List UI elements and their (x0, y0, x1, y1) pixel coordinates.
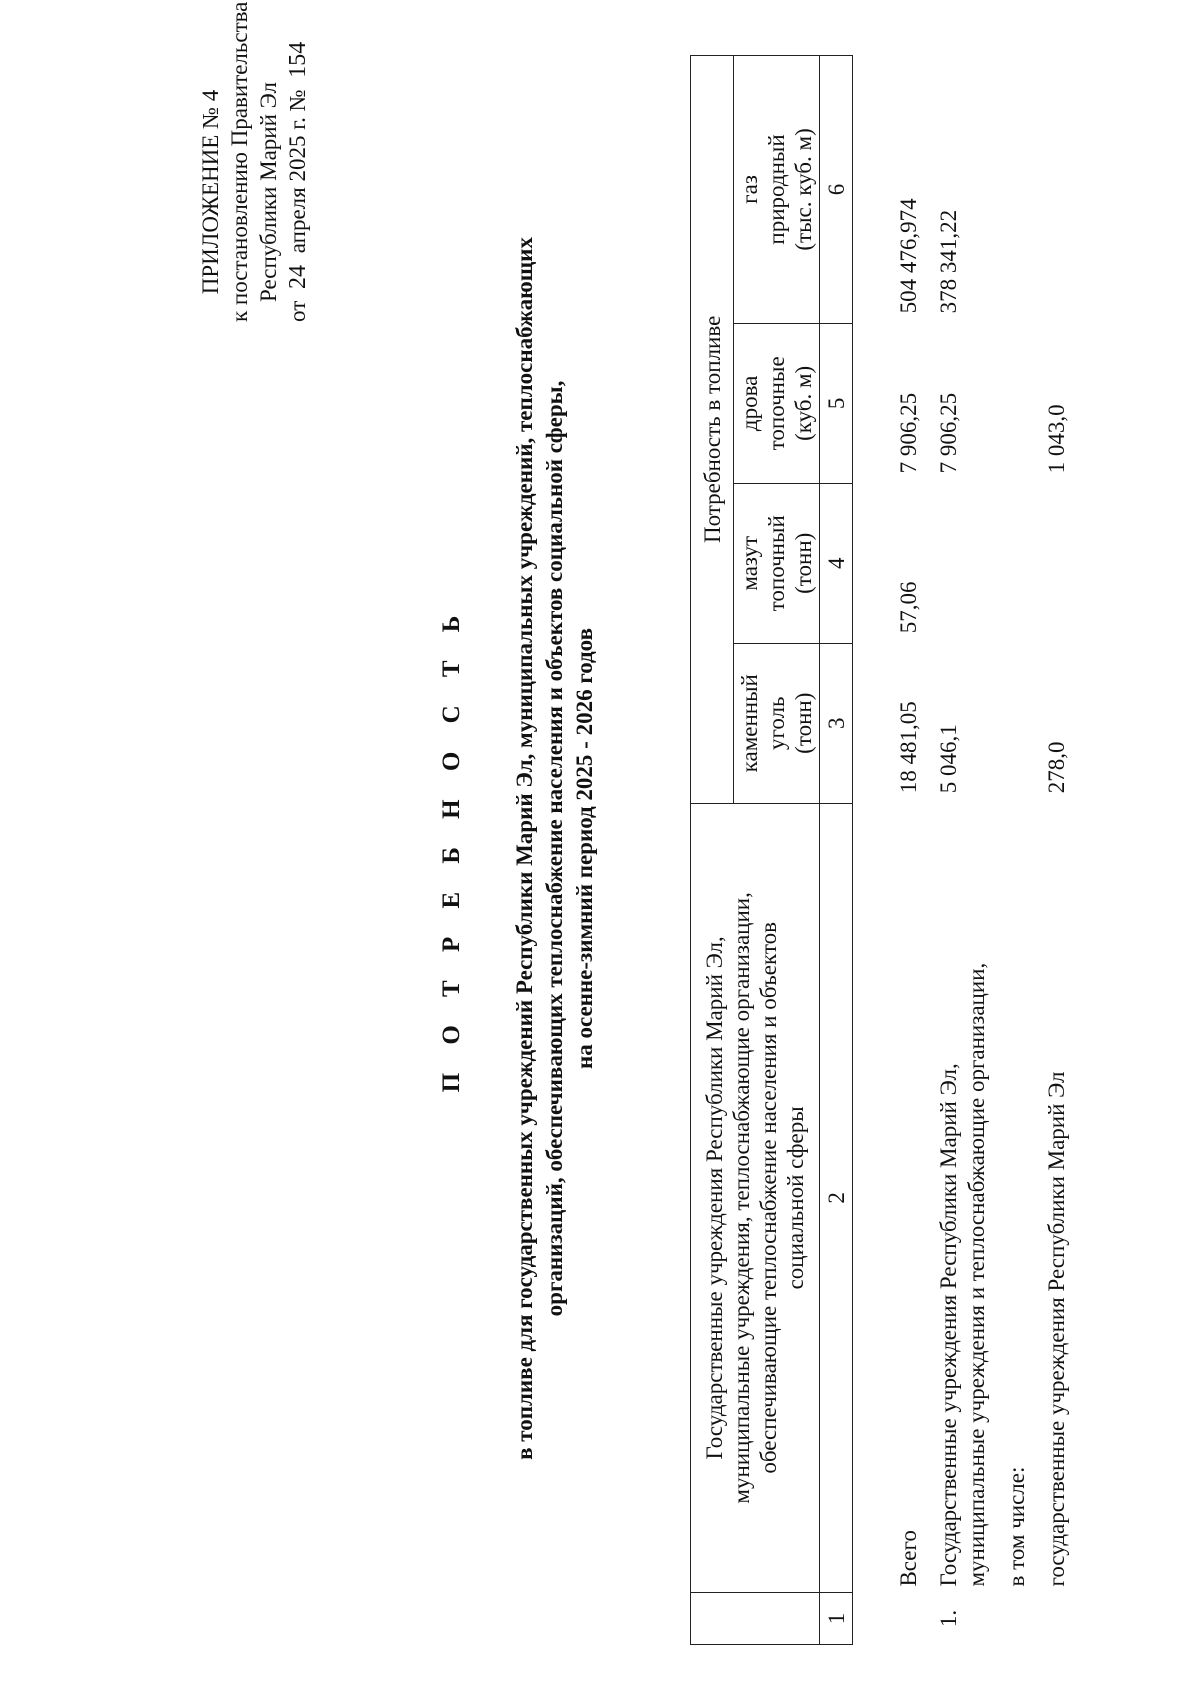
table-row-including (997, 56, 1037, 1645)
column-number-2: 2 (820, 803, 853, 1592)
column-number-3: 3 (820, 643, 853, 803)
row-index: 1. (936, 1609, 961, 1628)
header-wood: дрова топочные (куб. м) (734, 323, 820, 483)
appendix-title: ПРИЛОЖЕНИЕ № 4 (198, 89, 223, 295)
cell-wood: 7 906,25 (896, 392, 921, 474)
row-name: Государственные учреждения Республики Марий Эл, муниципальные учреждения и теплоснабжающие организации, (936, 962, 989, 1587)
row-index (997, 1593, 1037, 1645)
header-col-2: Государственные учреждения Республики Марий Эл, муниципальные учреждения, теплоснабжающие организации, обеспечивающие теплоснабжение населения и объектов социальной сферы (691, 803, 820, 1592)
table-row-total (889, 56, 929, 1645)
cell-coal: 278,0 (1044, 741, 1069, 794)
column-number-5: 5 (820, 323, 853, 483)
cell-wood (997, 323, 1037, 483)
row-index (1037, 1593, 1077, 1645)
subtitle-line-3: на осенне-зимний период 2025 - 2026 годов (572, 627, 597, 1070)
cell-wood: 1 043,0 (1044, 404, 1069, 474)
header-col-1 (691, 1593, 820, 1645)
appendix-resolution: к постановлению Правительства (227, 1, 252, 322)
header-fuel-group: Потребность в топливе (691, 56, 734, 804)
subtitle-line-1: в топливе для государственных учреждений Республики Марий Эл, муниципальных учреждений, теплоснабжающих (512, 237, 537, 1460)
table-row-state-institutions (1037, 56, 1077, 1645)
cell-fuel-oil (929, 483, 997, 643)
cell-fuel-oil (1037, 483, 1077, 643)
cell-fuel-oil (997, 483, 1037, 643)
cell-coal (997, 643, 1037, 803)
header-coal: каменный уголь (тонн) (734, 643, 820, 803)
appendix-republic: Республики Марий Эл (256, 81, 281, 303)
fuel-demand-table (690, 55, 1077, 1645)
resolution-number: 154 (285, 41, 311, 78)
cell-fuel-oil: 57,06 (896, 581, 921, 634)
row-index (889, 1593, 929, 1645)
document-subtitle (510, 0, 600, 1697)
date-prefix: от (285, 300, 310, 322)
cell-coal: 5 046,1 (936, 724, 961, 794)
cell-gas (997, 56, 1037, 324)
cell-wood: 7 906,25 (936, 392, 961, 474)
column-number-4: 4 (820, 483, 853, 643)
subtitle-line-2: организаций, обеспечивающих теплоснабжение населения и объектов социальной сферы, (542, 380, 567, 1317)
column-number-1: 1 (820, 1593, 853, 1645)
cell-gas: 504 476,974 (896, 198, 921, 314)
cell-gas (1037, 56, 1077, 324)
row-name: Всего (896, 1530, 921, 1587)
date-month-year: апреля 2025 г. № (285, 89, 310, 254)
row-name: государственные учреждения Республики Марий Эл (1044, 1071, 1069, 1587)
table-row-1 (929, 56, 997, 1645)
appendix-date-line (283, 41, 313, 322)
cell-coal: 18 481,05 (896, 701, 921, 794)
column-number-6: 6 (820, 56, 853, 324)
row-name: в том числе: (1004, 1466, 1029, 1587)
document-title: П О Т Р Е Б Н О С Т Ь (438, 604, 465, 1093)
date-day: 24 (285, 265, 311, 289)
cell-gas: 378 341,22 (936, 209, 961, 314)
header-fuel-oil: мазут топочный (тонн) (734, 483, 820, 643)
appendix-block (196, 1, 313, 322)
header-gas: газ природный (тыс. куб. м) (734, 56, 820, 324)
